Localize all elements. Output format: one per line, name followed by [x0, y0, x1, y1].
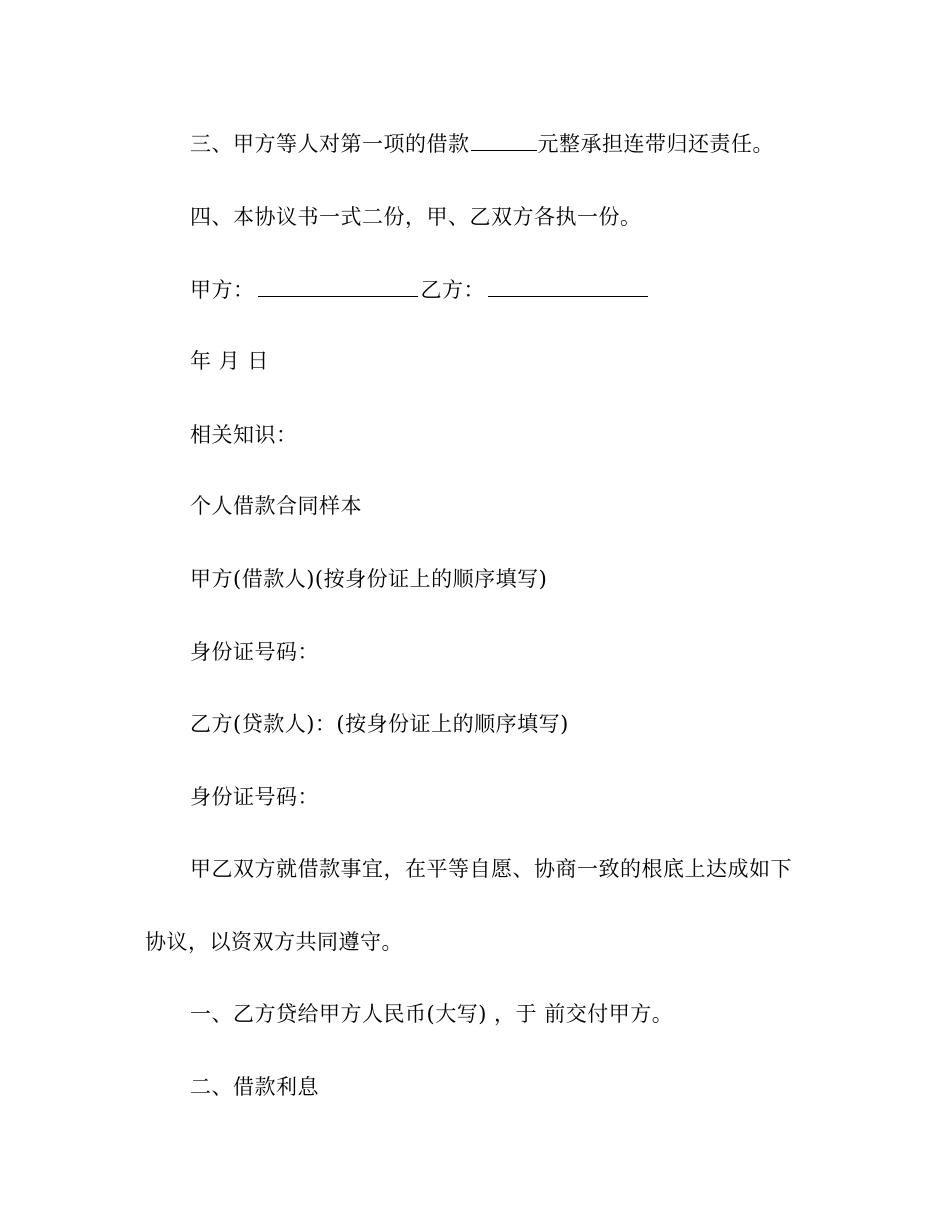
preamble-line-2: 协议，以资双方共同遵守。 [145, 930, 403, 954]
article-2-heading: 二、借款利息 [190, 1075, 319, 1099]
loan-amount-blank [471, 132, 537, 151]
borrower-id-line: 身份证号码： [190, 640, 319, 664]
sample-title: 个人借款合同样本 [190, 494, 362, 518]
lender-line: 乙方(贷款人)：(按身份证上的顺序填写) [190, 712, 569, 736]
clause-3-text-after: 元整承担连带归还责任。 [537, 132, 774, 156]
date-line: 年 月 日 [190, 349, 269, 373]
borrower-line: 甲方(借款人)(按身份证上的顺序填写) [190, 567, 548, 591]
party-a-label: 甲方： [190, 278, 255, 302]
related-knowledge-heading: 相关知识： [190, 423, 298, 447]
lender-id-line: 身份证号码： [190, 785, 319, 809]
party-b-signature-blank [488, 278, 648, 297]
clause-4-line: 四、本协议书一式二份，甲、乙双方各执一份。 [190, 205, 642, 229]
preamble-line-1: 甲乙双方就借款事宜，在平等自愿、协商一致的根底上达成如下 [190, 857, 792, 881]
clause-3-text-before: 三、甲方等人对第一项的借款 [190, 132, 470, 156]
article-1-line: 一、乙方贷给甲方人民币(大写) ，于 前交付甲方。 [190, 1002, 674, 1026]
party-a-signature-blank [258, 278, 418, 297]
clause-3-line [190, 132, 774, 156]
signature-line [190, 278, 651, 302]
party-b-label: 乙方： [420, 278, 485, 302]
